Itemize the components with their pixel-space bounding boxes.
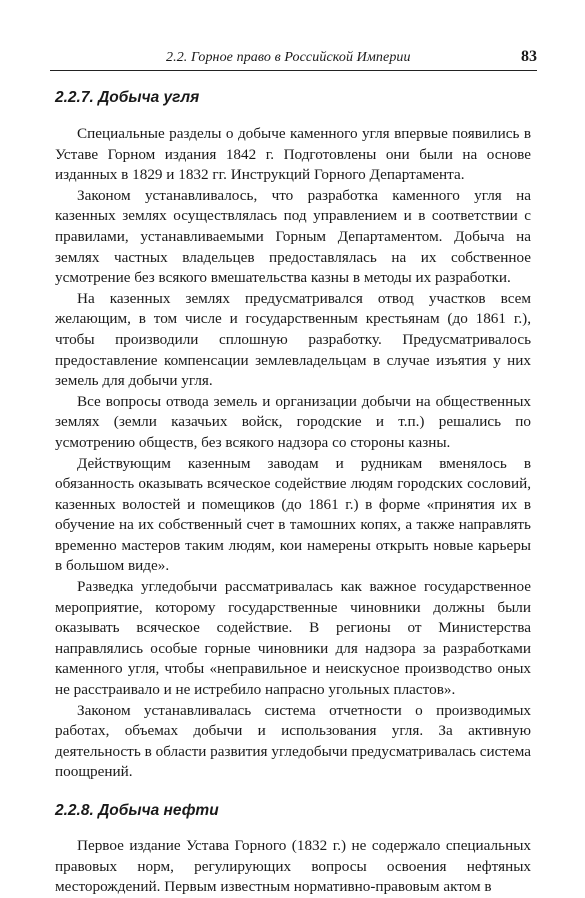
paragraph: Законом устанавливалось, что разработка каменного угля на казенных землях осуществлялась под управлением и в соответствии с правилами, устанавливаемыми Горным Департаментом. Добыча на землях частных владельцев предоставлялась на их собственное усмотрение без всякого вмешательства казны в методы их разработки.: [55, 186, 531, 287]
paragraph: Специальные разделы о добыче каменного угля впервые появились в Уставе Горном издания 1842 г. Подготовлены они были на основе изданных в 1829 и 1832 гг. Инструкций Горного Департамента.: [55, 125, 531, 184]
running-title: 2.2. Горное право в Российской Империи: [166, 50, 411, 65]
paragraph: Разведка угледобычи рассматривалась как важное государственное мероприятие, которому государственные чиновники должны были оказывать всяческое содействие. В регионы от Министерства направлялись особые горные чиновники для надзора за разработками каменного угля, чтобы «неправильное и неискусное производство оных не расстраивало и не истребило напрасно угольных пластов».: [55, 578, 531, 699]
paragraph: На казенных землях предусматривался отвод участков всем желающим, в том числе и государственным крестьянам (до 1861 г.), чтобы производили сплошную разработку. Предусматривалось предоставление компенсации землевладельцам в случае изъятия у них земель для добычи угля.: [55, 289, 531, 390]
section-heading-oil: 2.2.8. Добыча нефти: [55, 802, 219, 819]
paragraph: Действующим казенным заводам и рудникам вменялось в обязанность оказывать всяческое содействие людям городских сословий, казенных волостей и помещиков (до 1861 г.) в форме «принятия их в обучение на их собственный счет в тамошних копях, а также направлять временно мастеров таким людям, кои намерены открыть новые карьеры в большом виде».: [55, 454, 531, 575]
page-number: 83: [521, 48, 537, 65]
paragraph: Все вопросы отвода земель и организации добычи на общественных землях (земли казачьих войск, городские и т.п.) решались по усмотрению обществ, без всякого надзора со стороны казны.: [55, 392, 531, 451]
running-header: [50, 46, 537, 71]
section-heading-coal: 2.2.7. Добыча угля: [55, 89, 200, 106]
paragraph: Законом устанавливалась система отчетности о производимых работах, объемах добычи и использования угля. За активную деятельность в области развития угледобычи предусматривалась система поощрений.: [55, 701, 531, 781]
paragraph: Первое издание Устава Горного (1832 г.) не содержало специальных правовых норм, регулирующих вопросы освоения нефтяных месторождений. Первым известным нормативно-правовым актом в: [55, 837, 531, 896]
body-text: [55, 86, 531, 898]
